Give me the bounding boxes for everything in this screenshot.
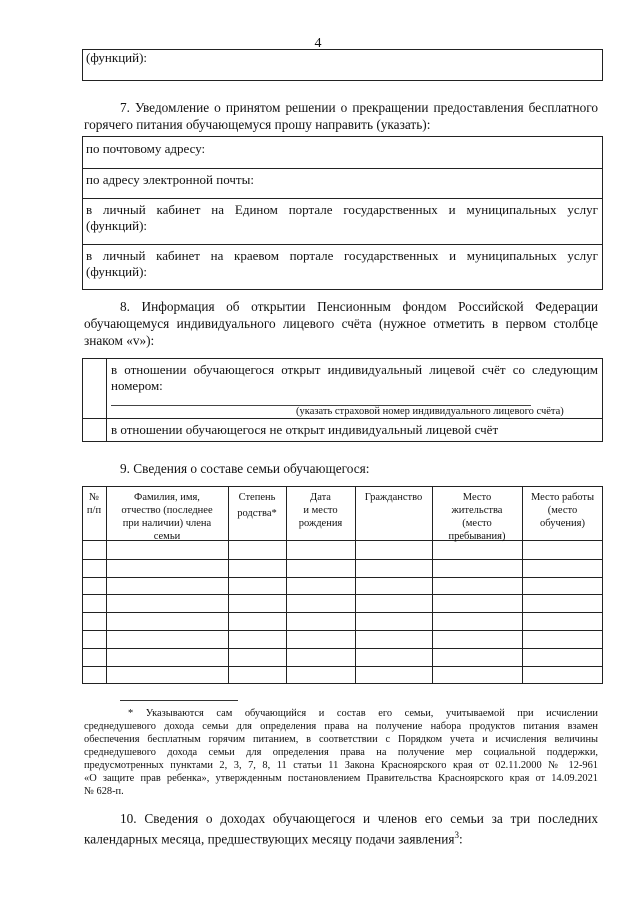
header-workplace: Место работы (место обучения)	[530, 492, 595, 529]
section9-title: 9. Сведения о составе семьи обучающегося:	[120, 461, 370, 476]
option1-checkbox-cell[interactable]	[83, 359, 106, 418]
section8-intro-line2: обучающемуся индивидуального лицевого счёта (нужное отметить в первом столбце	[84, 316, 598, 331]
footnote-separator	[120, 700, 238, 701]
section10-line1: 10. Сведения о доходах обучающегося и членов его семьи за три последних	[120, 811, 598, 826]
top-box-text: (функций):	[86, 50, 148, 65]
footnote-line1: * Указываются сам обучающийся и состав его семьи, учитываемой при исчислении	[128, 708, 598, 719]
section7-intro-line1: 7. Уведомление о принятом решении о прекращении предоставления бесплатного	[120, 100, 598, 115]
option2-text: в отношении обучающегося не открыт индивидуальный лицевой счёт	[111, 422, 499, 437]
header-full-name: Фамилия, имя, отчество (последнее при наличии) члена семьи	[121, 492, 213, 542]
notification-unified-portal-line2: (функций):	[86, 218, 148, 233]
option1-text-line1: в отношении обучающегося открыт индивидуальный лицевой счёт со следующим	[111, 362, 598, 377]
option1-text-line2: номером:	[111, 378, 163, 393]
notification-postal-address: по почтовому адресу:	[86, 141, 206, 156]
section10-footnote-ref: 3	[454, 830, 459, 840]
notification-regional-portal-line2: (функций):	[86, 264, 148, 279]
option2-checkbox-cell[interactable]	[83, 419, 106, 441]
notification-regional-portal-line1: в личный кабинет на краевом портале государственных и муниципальных услуг	[86, 248, 598, 263]
header-relationship: Степень родства*	[237, 492, 277, 519]
footnote-line2: среднедушевого дохода семьи для определения права на получение набора продуктов питания взамен	[84, 721, 598, 732]
header-citizenship: Гражданство	[364, 492, 423, 503]
notification-email: по адресу электронной почты:	[86, 172, 254, 187]
section8-intro-line3: знаком «v»):	[84, 333, 155, 348]
page-number: 4	[314, 36, 322, 51]
header-birth: Дата и место рождения	[298, 492, 343, 529]
section10-line2: календарных месяца, предшествующих месяцу подачи заявления$^3$:	[84, 830, 463, 847]
header-number: № п/п	[86, 492, 102, 516]
footnote-line6: «О защите прав ребенка», утвержденным постановлением Правительства Красноярского края от 14.09.2021	[84, 773, 598, 784]
footnote-line3: обеспечения бесплатным горячим питанием, в соответствии с Порядком учета и исчисления величины	[84, 734, 598, 745]
top-continuation-box	[82, 49, 603, 81]
footnote-line4: среднедушевого дохода семьи для определения права на получение мер социальной поддержки,	[84, 747, 598, 758]
section7-intro-line2: горячего питания обучающемуся прошу направить (указать):	[84, 117, 431, 132]
footnote-line7: № 628-п.	[84, 786, 124, 797]
footnote-line5: предусмотренных пунктами 2, 3, 7, 8, 11 статьи 11 Закона Красноярского края от 02.11.2000 № 12-961	[84, 760, 598, 771]
notification-unified-portal-line1: в личный кабинет на Едином портале государственных и муниципальных услуг	[86, 202, 598, 217]
snils-hint: (указать страховой номер индивидуального лицевого счёта)	[296, 406, 564, 417]
section8-intro-line1: 8. Информация об открытии Пенсионным фондом Российской Федерации	[120, 299, 598, 314]
header-residence: Место жительства (место пребывания)	[448, 492, 506, 542]
